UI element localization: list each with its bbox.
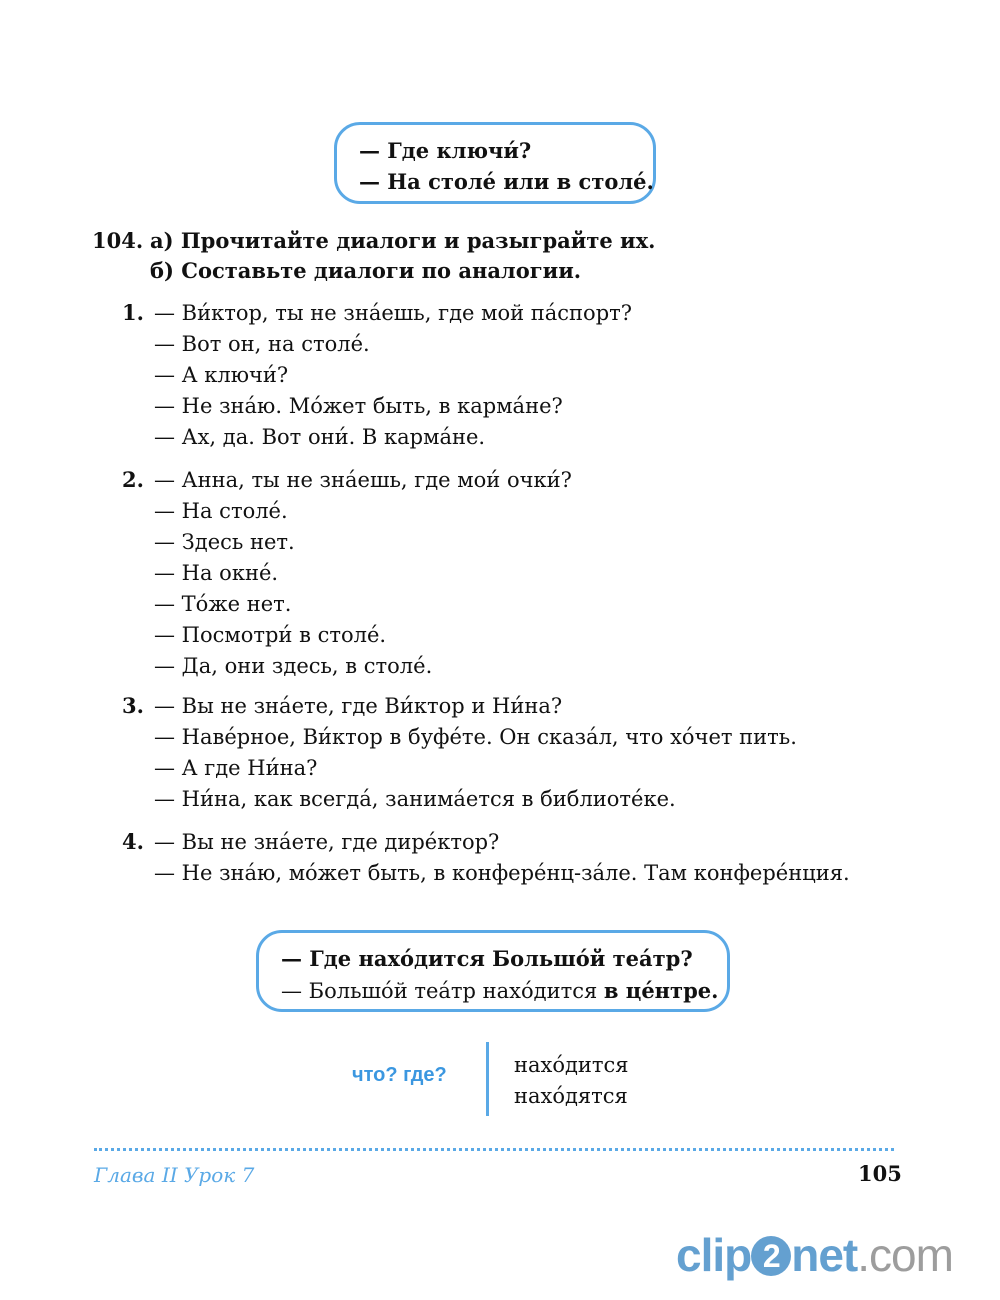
dialog-line bbox=[122, 496, 572, 527]
dialog-number: 4. bbox=[122, 829, 144, 854]
dialog-text: — На столе́. bbox=[154, 499, 288, 523]
watermark-part: clip bbox=[676, 1229, 752, 1281]
note-question bbox=[281, 943, 705, 975]
dialog-text: — Анна, ты не зна́ешь, где мои́ очки́? bbox=[154, 468, 572, 492]
note-answer-start: — Большо́й теа́тр нахо́дится bbox=[281, 979, 604, 1003]
note-answer bbox=[359, 166, 654, 197]
dialog-line bbox=[122, 464, 572, 496]
dialog-4 bbox=[122, 826, 850, 889]
note-question: — Где ключи́? bbox=[359, 138, 532, 163]
dialog-text: — А ключи́? bbox=[154, 363, 289, 387]
dialog-line bbox=[122, 527, 572, 558]
dialog-text: — Ви́ктор, ты не зна́ешь, где мой па́спорт? bbox=[154, 301, 633, 325]
exercise-number: 104. bbox=[92, 228, 144, 253]
exercise-instruction-b: б) Составьте диалоги по аналогии. bbox=[150, 258, 582, 283]
note-answer bbox=[281, 975, 719, 1007]
dialog-text: — Ах, да. Вот они́. В карма́не. bbox=[154, 425, 486, 449]
question-words: что? где? bbox=[352, 1064, 447, 1086]
dialog-line bbox=[122, 329, 632, 360]
dialog-line bbox=[122, 297, 632, 329]
exercise-header bbox=[92, 226, 655, 286]
dialog-text: — То́же нет. bbox=[154, 592, 292, 616]
grammar-note-box-keys bbox=[334, 122, 656, 204]
dialog-line bbox=[122, 651, 572, 682]
dialog-1 bbox=[122, 297, 632, 453]
watermark-part: net bbox=[791, 1229, 858, 1281]
dialog-text: — Да, они здесь, в столе́. bbox=[154, 654, 433, 678]
dialog-line bbox=[122, 558, 572, 589]
note-answer-highlight: в столе́ bbox=[556, 169, 647, 194]
dialog-text: — Не зна́ю. Мо́жет быть, в карма́не? bbox=[154, 394, 563, 418]
dialog-text: — Наве́рное, Ви́ктор в буфе́те. Он сказа́л, что хо́чет пить. bbox=[154, 725, 797, 749]
verb-form-plural: нахо́дятся bbox=[514, 1084, 628, 1108]
table-divider bbox=[486, 1042, 489, 1116]
dialog-text: — Не зна́ю, мо́жет быть, в конфере́нц-за́ле. Там конфере́нция. bbox=[154, 861, 850, 885]
grammar-note-box-theatre bbox=[256, 930, 730, 1012]
dialog-line bbox=[122, 753, 797, 784]
dialog-text: — Вот он, на столе́. bbox=[154, 332, 370, 356]
dialog-line bbox=[122, 391, 632, 422]
dialog-line bbox=[122, 826, 850, 858]
note-answer-end: . bbox=[646, 169, 654, 194]
page-number: 105 bbox=[858, 1161, 902, 1186]
verb-forms bbox=[514, 1050, 629, 1112]
verb-form-singular: нахо́дится bbox=[514, 1053, 629, 1077]
watermark-badge: 2 bbox=[751, 1236, 791, 1276]
dialog-text: — Здесь нет. bbox=[154, 530, 295, 554]
dialog-text: — Вы не зна́ете, где Ви́ктор и Ни́на? bbox=[154, 694, 563, 718]
dialog-line bbox=[122, 422, 632, 453]
footer-divider bbox=[94, 1148, 894, 1151]
dialog-line bbox=[122, 620, 572, 651]
dialog-text: — Ни́на, как всегда́, занима́ется в библиоте́ке. bbox=[154, 787, 676, 811]
watermark-domain: .com bbox=[857, 1229, 953, 1281]
note-answer-start: — На столе́ или bbox=[359, 169, 557, 194]
watermark-logo bbox=[676, 1228, 953, 1282]
dialog-text: — Вы не зна́ете, где дире́ктор? bbox=[154, 830, 500, 854]
dialog-line bbox=[122, 690, 797, 722]
dialog-text: — На окне́. bbox=[154, 561, 279, 585]
dialog-line bbox=[122, 589, 572, 620]
chapter-label: Глава II Урок 7 bbox=[94, 1163, 255, 1187]
dialog-line bbox=[122, 722, 797, 753]
dialog-number: 3. bbox=[122, 693, 144, 718]
exercise-instruction-a: а) Прочитайте диалоги и разыграйте их. bbox=[150, 228, 656, 253]
dialog-2 bbox=[122, 464, 572, 682]
dialog-number: 2. bbox=[122, 467, 144, 492]
dialog-3 bbox=[122, 690, 797, 815]
dialog-line bbox=[122, 360, 632, 391]
dialog-number: 1. bbox=[122, 300, 144, 325]
note-question-text: — Где нахо́дится Большо́й теа́тр? bbox=[281, 946, 693, 971]
note-answer-highlight: в це́нтре. bbox=[603, 978, 719, 1003]
dialog-text: — Посмотри́ в столе́. bbox=[154, 623, 387, 647]
dialog-line bbox=[122, 858, 850, 889]
dialog-text: — А где Ни́на? bbox=[154, 756, 318, 780]
dialog-line bbox=[122, 784, 797, 815]
